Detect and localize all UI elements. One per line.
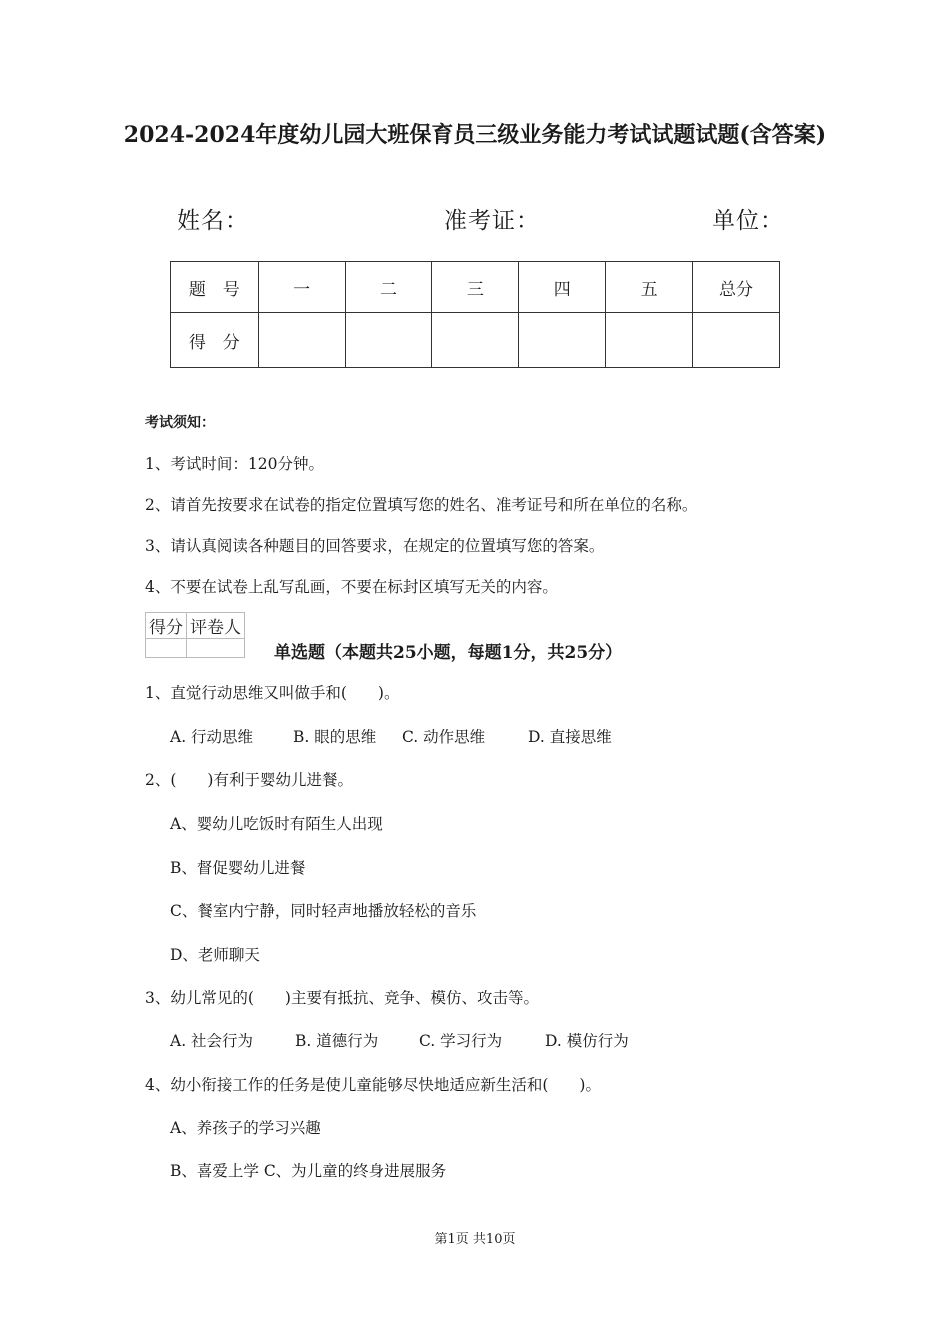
grader-score-label: 得分 <box>146 613 187 639</box>
question-stem: 1、直觉行动思维又叫做手和( )。 <box>145 684 400 702</box>
score-header-cell: 三 <box>432 262 519 313</box>
option: C. 动作思维 <box>402 728 486 746</box>
score-cell[interactable] <box>258 313 345 368</box>
grader-box <box>145 612 245 658</box>
option: B. 眼的思维 <box>293 728 377 746</box>
section-title: 单选题（本题共25小题，每题1分，共25分） <box>274 643 623 663</box>
score-header-cell: 二 <box>345 262 432 313</box>
notice-item: 3、请认真阅读各种题目的回答要求，在规定的位置填写您的答案。 <box>145 537 605 555</box>
question-options <box>170 725 612 747</box>
option: A、养孩子的学习兴趣 <box>170 1119 321 1137</box>
option: C. 学习行为 <box>419 1032 503 1050</box>
option: B、督促婴幼儿进餐 <box>170 859 306 877</box>
notice-heading: 考试须知： <box>145 415 215 431</box>
score-cell[interactable] <box>693 313 780 368</box>
option: A. 行动思维 <box>170 728 254 746</box>
score-header-cell: 题 号 <box>171 262 259 313</box>
option: D. 直接思维 <box>528 728 612 746</box>
option: D、老师聊天 <box>170 946 260 964</box>
unit-label: 单位： <box>712 208 784 234</box>
score-row-label: 得 分 <box>171 313 259 368</box>
page-footer: 第1页 共10页 <box>434 1232 516 1247</box>
grader-reviewer-cell[interactable] <box>187 639 245 658</box>
option: B、喜爱上学 C、为儿童的终身进展服务 <box>170 1162 447 1180</box>
document-title: 2024-2024年度幼儿园大班保育员三级业务能力考试试题试题(含答案) <box>123 122 827 148</box>
option: A. 社会行为 <box>170 1032 254 1050</box>
score-cell[interactable] <box>432 313 519 368</box>
question-stem: 3、幼儿常见的( )主要有抵抗、竞争、模仿、攻击等。 <box>145 989 539 1007</box>
score-header-cell: 总分 <box>693 262 780 313</box>
option: C、餐室内宁静，同时轻声地播放轻松的音乐 <box>170 902 477 920</box>
question-stem: 2、( )有利于婴幼儿进餐。 <box>145 771 353 789</box>
score-cell[interactable] <box>345 313 432 368</box>
notice-item: 4、不要在试卷上乱写乱画，不要在标封区填写无关的内容。 <box>145 578 558 596</box>
score-table <box>170 261 780 368</box>
score-cell[interactable] <box>519 313 606 368</box>
score-header-cell: 四 <box>519 262 606 313</box>
score-table-score-row <box>171 313 780 368</box>
grader-score-cell[interactable] <box>146 639 187 658</box>
score-table-header-row <box>171 262 780 313</box>
notice-item: 2、请首先按要求在试卷的指定位置填写您的姓名、准考证号和所在单位的名称。 <box>145 496 698 514</box>
grader-reviewer-label: 评卷人 <box>187 613 245 639</box>
exam-id-label: 准考证： <box>444 208 540 234</box>
score-header-cell: 一 <box>258 262 345 313</box>
question-stem: 4、幼小衔接工作的任务是使儿童能够尽快地适应新生活和( )。 <box>145 1076 601 1094</box>
option: A、婴幼儿吃饭时有陌生人出现 <box>170 815 383 833</box>
score-cell[interactable] <box>606 313 693 368</box>
score-header-cell: 五 <box>606 262 693 313</box>
name-label: 姓名： <box>177 208 249 234</box>
option: B. 道德行为 <box>295 1032 379 1050</box>
option: D. 模仿行为 <box>545 1032 629 1050</box>
notice-item: 1、考试时间：120分钟。 <box>145 455 324 473</box>
question-options <box>170 1029 629 1051</box>
